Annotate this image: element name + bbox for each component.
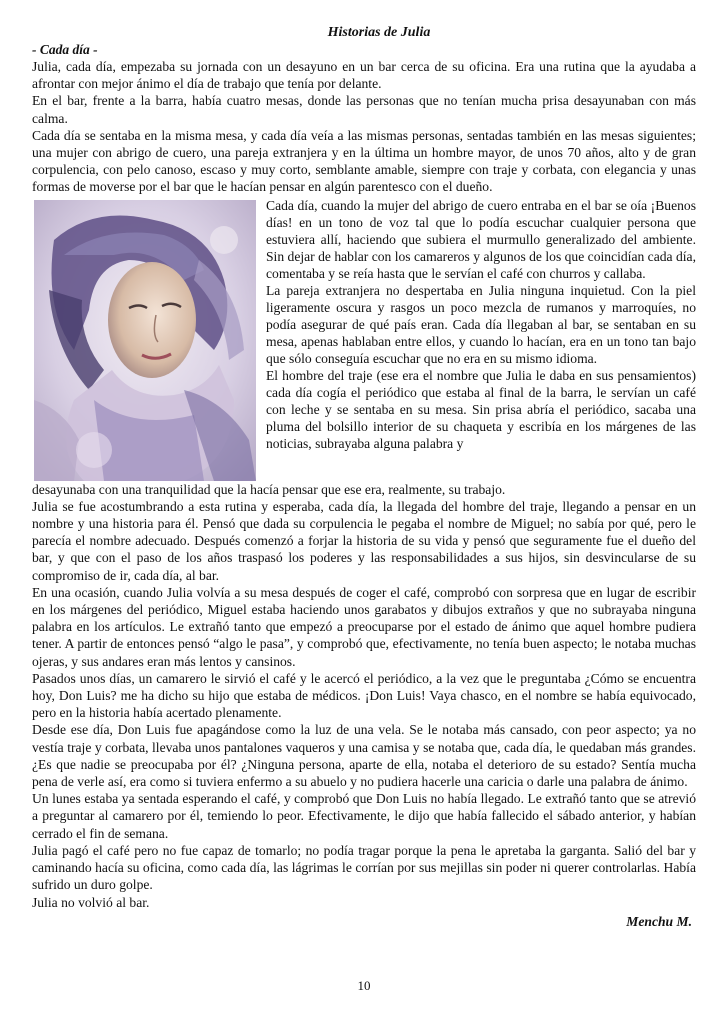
paragraph: Pasados unos días, un camarero le sirvió el café y le acercó el periódico, a la vez que le preguntaba ¿Cómo se encuentra hoy, Don Luis? me ha dicho su hijo que estaba de médicos. ¡Don Luis! Vaya chasco, en el nombre se había equivocado, pero en la historia había acertado plenamente. bbox=[32, 670, 696, 721]
paragraph: En el bar, frente a la barra, había cuatro mesas, donde las personas que no tenían mucha prisa desayunaban con más calma. bbox=[32, 93, 696, 126]
paragraph: El hombre del traje (ese era el nombre que Julia le daba en sus pensamientos) cada día cogía el periódico que estaba al final de la barra, le servían un café con leche y se sentaba en su mesa. Sin prisa abría el periódico, sacaba una pluma del bolsillo interior de su chaqueta y escribía en los márgenes de las noticias, subrayaba alguna palabra y bbox=[266, 367, 696, 451]
document-title: Historias de Julia bbox=[327, 25, 431, 40]
painting-woman-portrait-icon bbox=[34, 200, 256, 481]
author-signature: Menchu M. bbox=[626, 913, 692, 929]
paragraph: En una ocasión, cuando Julia volvía a su mesa después de coger el café, comprobó con sorpresa que en lugar de escribir en los márgenes del periódico, Miguel estaba haciendo unos garabatos y dibujos extraños y que no subrayaba ninguna palabra en los artículos. Le extrañó tanto que empezó a preocuparse por el estado de ánimo que aquel hombre pudiera tener. A partir de entonces pensó “algo le pasa”, y comprobó que, efectivamente, no tenía buen aspecto; le notaba muchas ojeras, y sus andares eran más lentos y cansinos. bbox=[32, 584, 696, 669]
paragraph: Julia, cada día, empezaba su jornada con un desayuno en un bar cerca de su oficina. Era una rutina que la ayudaba a afrontar con mejor ánimo el día de trabajo que tenía por delante. bbox=[32, 59, 696, 92]
document-page bbox=[32, 24, 696, 930]
page-number: 10 bbox=[357, 978, 371, 993]
paragraph: Cada día, cuando la mujer del abrigo de cuero entraba en el bar se oía ¡Buenos días! en un tono de voz tal que lo podía escuchar cualquier persona que estuviera allí, haciendo que subiera el murmullo generalizado del ambiente. Sin dejar de hablar con los camareros y algunos de los que coincidían cada día, comentaba y se reía hasta que le servían el café con churros y callaba. bbox=[266, 197, 696, 281]
closing-paragraphs bbox=[32, 481, 696, 911]
paragraph: Julia se fue acostumbrando a esta rutina y esperaba, cada día, la llegada del hombre del traje, llegando a pensar en un nombre y una historia para él. Pensó que dada su corpulencia le pegaba el nombre de Miguel; no sabía por qué, pero le parecía el nombre adecuado. Después comenzó a forjar la historia de su vida y pensó que seguramente fue el dueño del bar, y que con el paso de los años traspasó los poderes y las responsabilidades a sus hijos, sin desvincularse de su compromiso de ir, cada día, al bar. bbox=[32, 498, 696, 583]
paragraph: Cada día se sentaba en la misma mesa, y cada día veía a las mismas personas, sentadas también en las mesas siguientes; una mujer con abrigo de cuero, una pareja extranjera y en la última un hombre mayor, de unos 70 años, alto y de gran corpulencia, con pelo canoso, escaso y muy corto, semblante amable, siempre con traje y corbata, con elegancia y unas formas de moverse por el bar que le hacían pensar en algún parentesco con el dueño. bbox=[32, 127, 696, 195]
paragraph: desayunaba con una tranquilidad que la hacía pensar que ese era, realmente, su trabajo. bbox=[32, 481, 506, 497]
paragraph: La pareja extranjera no despertaba en Julia ninguna inquietud. Con la piel ligeramente oscura y rasgos un poco mezcla de rumanos y marroquíes, no podía asegurar de qué país eran. Cada día llegaban al bar, se sentaban en su mesa, apenas hablaban entre ellos, y cuando lo hacían, era en un tono tan bajo que sólo conseguía escuchar que no era en su mismo idioma. bbox=[266, 282, 696, 366]
paragraph: Un lunes estaba ya sentada esperando el café, y comprobó que Don Luis no había llegado. Le extrañó tanto que se atrevió a preguntar al camarero por él, temiendo lo peor. Efectivamente, le dijo que había fallecido el sábado anterior, y habían cerrado el fin de semana. bbox=[32, 791, 696, 841]
paragraph: Julia no volvió al bar. bbox=[32, 894, 150, 910]
image-text-block bbox=[32, 197, 696, 481]
right-column bbox=[266, 197, 696, 452]
paragraph: Desde ese día, Don Luis fue apagándose como la luz de una vela. Se le notaba más cansado, con peor aspecto; ya no vestía traje y corbata, llevaba unos pantalones vaqueros y una camisa y se notaba que, cada día, le quedaban más grandes. ¿Es que nadie se preocupaba por él? ¿Ninguna persona, aparte de ella, notaba el deterioro de su estado? Sentía mucha pena de verle así, era como si tuviera enfermo a su abuelo y no pudiera hacerle una caricia o darle una palabra de ánimo. bbox=[32, 722, 696, 790]
intro-paragraphs bbox=[32, 58, 696, 196]
section-heading: - Cada día - bbox=[32, 42, 98, 57]
paragraph: Julia pagó el café pero no fue capaz de tomarlo; no podía tragar porque la pena le apretaba la garganta. Salió del bar y caminando hacía su oficina, como cada día, las lágrimas le corrían por sus mejillas sin poder ni querer controlarlas. Había sufrido un duro golpe. bbox=[32, 842, 696, 893]
